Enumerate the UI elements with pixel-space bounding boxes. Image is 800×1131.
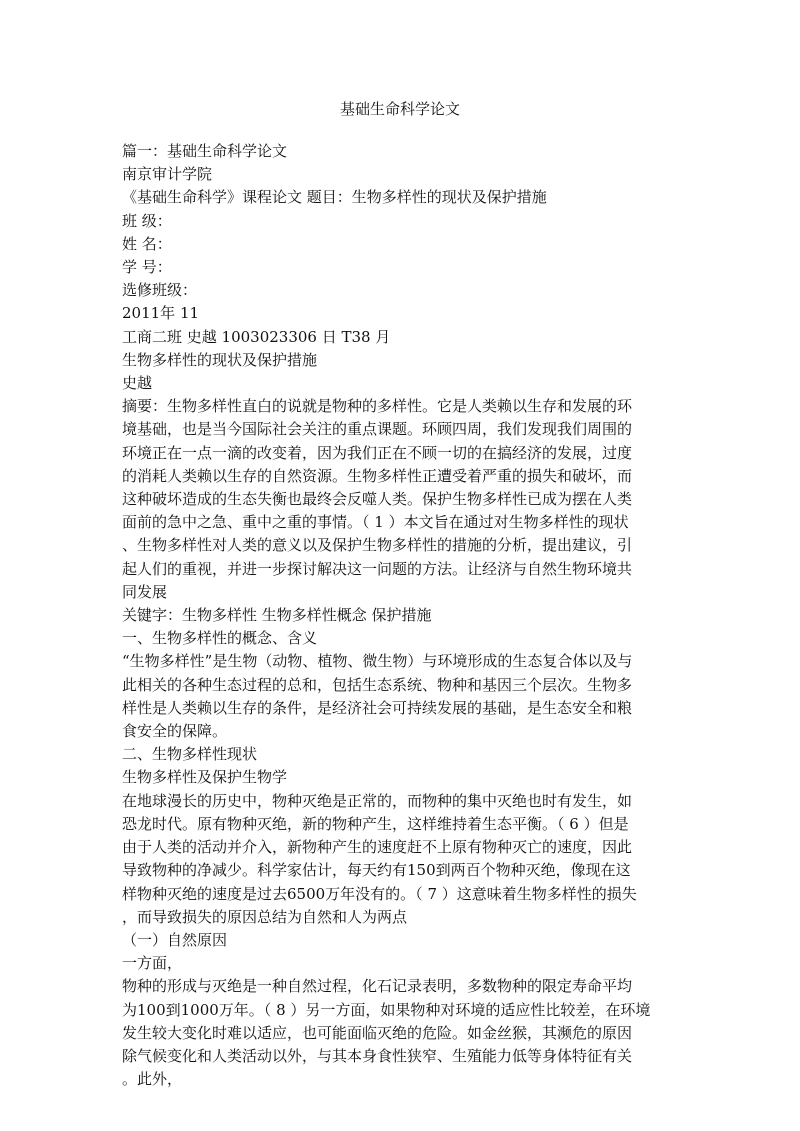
text-line: 面前的急中之急、重中之重的事情。（ 1 ）本文旨在通过对生物多样性的现状 xyxy=(122,513,629,532)
text-line: 《基础生命科学》课程论文 题目：生物多样性的现状及保护措施 xyxy=(122,188,547,207)
text-line: 为100到1000万年。（ 8 ）另一方面，如果物种对环境的适应性比较差，在环境 xyxy=(122,1000,651,1019)
text-line: 的消耗人类赖以生存的自然资源。生物多样性正遭受着严重的损失和破坏，而 xyxy=(122,466,633,485)
text-line: 食安全的保障。 xyxy=(122,722,228,741)
text-line: 样物种灭绝的速度是过去6500万年没有的。（ 7 ）这意味着生物多样性的损失 xyxy=(122,884,637,903)
text-line: 起人们的重视，并进一步探讨解决这一问题的方法。让经济与自然生物环境共 xyxy=(122,559,633,578)
text-line: 物种的形成与灭绝是一种自然过程，化石记录表明，多数物种的限定寿命平均 xyxy=(122,977,633,996)
document-body xyxy=(122,140,677,1091)
text-line: 导致物种的净减少。科学家估计，每天约有150到两百个物种灭绝，像现在这 xyxy=(122,861,631,880)
text-line: 环境正在一点一滴的改变着，因为我们正在不顾一切的在搞经济的发展，过度 xyxy=(122,443,633,462)
text-line: 2011年 11 xyxy=(122,304,200,323)
text-line: 篇一：基础生命科学论文 xyxy=(122,142,288,160)
text-line: 同发展 xyxy=(122,582,168,601)
text-line: 。此外， xyxy=(122,1070,183,1089)
text-line: 在地球漫长的历史中，物种灭绝是正常的，而物种的集中灭绝也时有发生，如 xyxy=(122,791,633,810)
text-line: 二、生物多样性现状 xyxy=(122,745,258,764)
text-line: 南京审计学院 xyxy=(122,165,213,184)
text-line: 选修班级： xyxy=(122,281,198,300)
text-line: “生物多样性”是生物（动物、植物、微生物）与环境形成的生态复合体以及与 xyxy=(122,652,633,671)
text-line: 发生较大变化时难以适应，也可能面临灭绝的危险。如金丝猴，其濒危的原因 xyxy=(122,1023,633,1042)
text-line: 关键字：生物多样性 生物多样性概念 保护措施 xyxy=(122,606,432,625)
text-line: 摘要：生物多样性直白的说就是物种的多样性。它是人类赖以生存和发展的环 xyxy=(122,397,633,416)
text-line: 工商二班 史越 1003023306 日 T38 月 xyxy=(122,327,391,346)
text-line: 此相关的各种生态过程的总和，包括生态系统、物种和基因三个层次。生物多 xyxy=(122,675,633,694)
document-title: 基础生命科学论文 xyxy=(339,100,460,118)
text-line: （一）自然原因 xyxy=(122,930,228,949)
text-line: 史越 xyxy=(122,374,153,393)
text-line: 样性是人类赖以生存的条件，是经济社会可持续发展的基础，是生态安全和粮 xyxy=(122,698,633,717)
text-line: 境基础，也是当今国际社会关注的重点课题。环顾四周，我们发现我们周围的 xyxy=(122,420,633,439)
text-line: 生物多样性的现状及保护措施 xyxy=(122,350,318,369)
text-line: 恐龙时代。原有物种灭绝，新的物种产生，这样维持着生态平衡。（ 6 ）但是 xyxy=(122,814,629,833)
text-line: 这种破坏造成的生态失衡也最终会反噬人类。保护生物多样性已成为摆在人类 xyxy=(122,490,633,509)
text-line: 姓 名： xyxy=(122,234,172,253)
text-line: ，而导致损失的原因总结为自然和人为两点 xyxy=(122,907,408,926)
text-line: 班 级： xyxy=(122,211,172,230)
text-line: 生物多样性及保护生物学 xyxy=(122,768,288,787)
text-line: 除气候变化和人类活动以外，与其本身食性狭窄、生殖能力低等身体特征有关 xyxy=(122,1046,633,1065)
text-line: 一、生物多样性的概念、含义 xyxy=(122,629,318,648)
text-line: 一方面， xyxy=(122,954,183,973)
text-line: 由于人类的活动并介入，新物种产生的速度赶不上原有物种灭亡的速度，因此 xyxy=(122,838,633,857)
text-line: 、生物多样性对人类的意义以及保护生物多样性的措施的分析，提出建议，引 xyxy=(122,536,633,555)
text-line: 学 号： xyxy=(122,258,172,277)
